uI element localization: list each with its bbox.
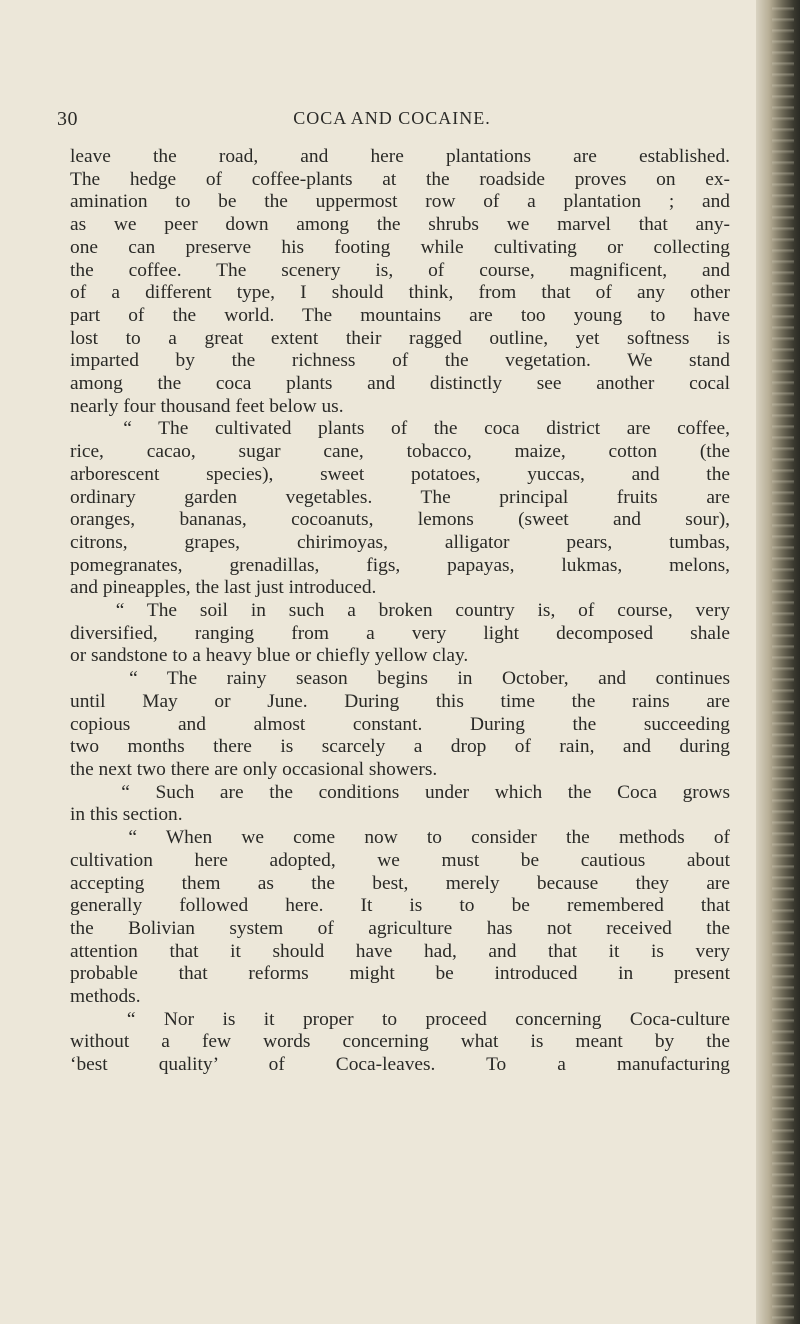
text-line: The hedge of coffee-plants at the roadside proves on ex-	[70, 168, 730, 190]
text-line: rice, cacao, sugar cane, tobacco, maize, cotton (the	[70, 441, 730, 463]
text-line: imparted by the richness of the vegetation. We stand	[70, 350, 730, 372]
text-line: methods.	[70, 986, 141, 1008]
text-line: “ The soil in such a broken country is, of course, very	[70, 600, 730, 622]
text-line: ‘best quality’ of Coca-leaves. To a manufacturing	[70, 1054, 730, 1076]
text-line: until May or June. During this time the rains are	[70, 690, 730, 712]
text-line: “ The cultivated plants of the coca district are coffee,	[70, 418, 730, 440]
text-line: the coffee. The scenery is, of course, magnificent, and	[70, 259, 730, 281]
text-line: leave the road, and here plantations are established.	[70, 146, 730, 167]
text-line: lost to a great extent their ragged outline, yet softness is	[70, 327, 730, 349]
text-line: probable that reforms might be introduced in present	[70, 963, 730, 985]
text-line: “ Such are the conditions under which the Coca grows	[70, 781, 730, 803]
text-line: generally followed here. It is to be remembered that	[70, 895, 730, 917]
text-line: attention that it should have had, and that it is very	[70, 940, 730, 962]
page-number: 30	[57, 108, 78, 130]
text-line: oranges, bananas, cocoanuts, lemons (sweet and sour),	[70, 509, 730, 531]
running-header	[57, 108, 727, 136]
text-line: as we peer down among the shrubs we marvel that any-	[70, 214, 730, 236]
text-line: among the coca plants and distinctly see another cocal	[70, 373, 730, 395]
text-line: citrons, grapes, chirimoyas, alligator pears, tumbas,	[70, 531, 730, 553]
text-line: the next two there are only occasional showers.	[70, 758, 438, 780]
text-line: diversified, ranging from a very light decomposed shale	[70, 622, 730, 644]
text-line: or sandstone to a heavy blue or chiefly yellow clay.	[70, 645, 469, 667]
text-line: copious and almost constant. During the succeeding	[70, 713, 730, 735]
text-line: cultivation here adopted, we must be cautious about	[70, 849, 730, 871]
text-line: without a few words concerning what is meant by the	[70, 1031, 730, 1053]
text-line: one can preserve his footing while cultivating or collecting	[70, 236, 730, 258]
text-line: “ The rainy season begins in October, and continues	[70, 668, 730, 690]
text-line: accepting them as the best, merely because they are	[70, 872, 730, 894]
text-line: “ Nor is it proper to proceed concerning Coca-culture	[70, 1008, 730, 1030]
text-line: nearly four thousand feet below us.	[70, 395, 344, 417]
text-line: two months there is scarcely a drop of rain, and during	[70, 736, 730, 758]
text-line: arborescent species), sweet potatoes, yuccas, and the	[70, 463, 730, 485]
text-line: part of the world. The mountains are too young to have	[70, 304, 730, 326]
running-title: COCA AND COCAINE.	[293, 108, 491, 128]
text-line: ordinary garden vegetables. The principal fruits are	[70, 486, 730, 508]
body-text	[70, 146, 730, 1077]
text-line: of a different type, I should think, from that of any other	[70, 282, 730, 304]
text-line: amination to be the uppermost row of a plantation ; and	[70, 191, 730, 213]
text-line: pomegranates, grenadillas, figs, papayas, lukmas, melons,	[70, 554, 730, 576]
page-edge-texture	[772, 0, 794, 1324]
text-line: and pineapples, the last just introduced.	[70, 577, 377, 599]
text-line: “ When we come now to consider the methods of	[70, 827, 730, 849]
text-line: the Bolivian system of agriculture has not received the	[70, 917, 730, 939]
text-line: in this section.	[70, 804, 183, 826]
